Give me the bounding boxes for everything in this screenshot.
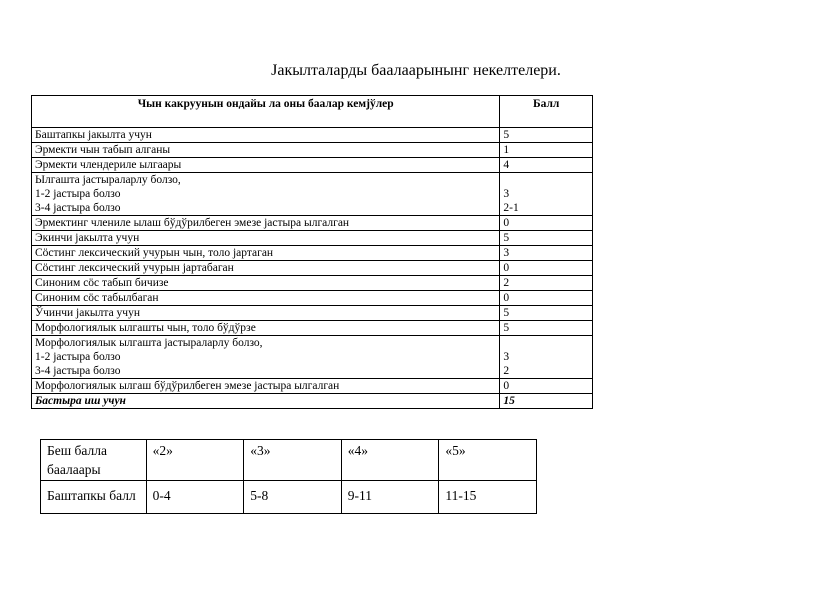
criteria-row — [32, 306, 593, 321]
total-label: Бастыра иш учун — [32, 394, 500, 409]
score-cell — [500, 143, 593, 158]
criteria-row — [32, 336, 593, 379]
criterion-header: Чын какруунын ондайы ла оны баалар кемјўлер — [32, 96, 500, 128]
score-value: 0 — [503, 217, 510, 229]
score-value: 0 — [503, 262, 510, 274]
criterion-line: 1-2 јастыра болзо — [35, 188, 121, 200]
criteria-row — [32, 276, 593, 291]
score-value: 2 — [503, 365, 510, 377]
score-cell — [500, 173, 593, 216]
grades-table — [40, 439, 537, 514]
score-cell — [500, 379, 593, 394]
criterion-line: Сӧстинг лексический учурын чын, толо јартаган — [35, 247, 274, 259]
score-cell — [500, 336, 593, 379]
criterion-line: Эрмектинг члениле ылаш бўдўрилбеген эмезе јастыра ылгалган — [35, 217, 350, 229]
grade-5-header: «5» — [439, 440, 537, 481]
score-cell — [500, 128, 593, 143]
criterion-cell — [32, 128, 500, 143]
criterion-line: Эрмекти чын табып алганы — [35, 144, 171, 156]
grades-value-row — [41, 481, 537, 514]
criteria-row — [32, 231, 593, 246]
criteria-row — [32, 379, 593, 394]
grade-5-range: 11-15 — [439, 481, 537, 514]
criterion-line: 3-4 јастыра болзо — [35, 202, 121, 214]
criterion-cell — [32, 306, 500, 321]
criterion-cell — [32, 158, 500, 173]
criterion-line: 3-4 јастыра болзо — [35, 365, 121, 377]
criteria-row — [32, 143, 593, 158]
criterion-cell — [32, 336, 500, 379]
score-value: 4 — [503, 159, 510, 171]
criterion-line: Морфологиялык ылгашта јастыраларлу болзо, — [35, 337, 263, 349]
criterion-cell — [32, 216, 500, 231]
score-value: 0 — [503, 292, 510, 304]
score-value: 3 — [503, 188, 510, 200]
criterion-cell — [32, 276, 500, 291]
score-value: 1 — [503, 144, 510, 156]
criteria-row — [32, 216, 593, 231]
grade-4-range: 9-11 — [341, 481, 439, 514]
criteria-row — [32, 291, 593, 306]
criterion-line: Баштапкы јакылта учун — [35, 129, 152, 141]
criterion-line: Морфологиялык ылгашты чын, толо бўдўрзе — [35, 322, 256, 334]
criterion-line: 1-2 јастыра болзо — [35, 351, 121, 363]
score-value: 5 — [503, 232, 510, 244]
score-value: 3 — [503, 247, 510, 259]
criterion-cell — [32, 173, 500, 216]
total-score: 15 — [500, 394, 593, 409]
score-value: 2-1 — [503, 202, 519, 214]
score-value — [503, 336, 589, 350]
score-header: Балл — [500, 96, 593, 128]
grades-row-label: Баштапкы балл — [41, 481, 147, 514]
score-value — [503, 173, 589, 187]
criterion-line: Ўчинчи јакылта учун — [35, 307, 140, 319]
score-value: 2 — [503, 277, 510, 289]
score-cell — [500, 276, 593, 291]
score-value: 3 — [503, 351, 510, 363]
grade-3-header: «3» — [244, 440, 342, 481]
criterion-line: Сӧстинг лексический учурын јартабаган — [35, 262, 234, 274]
grades-header-row — [41, 440, 537, 481]
grade-3-range: 5-8 — [244, 481, 342, 514]
criterion-line: Синоним сӧс табып бичизе — [35, 277, 169, 289]
grade-4-header: «4» — [341, 440, 439, 481]
grade-2-range: 0-4 — [146, 481, 244, 514]
criteria-row — [32, 128, 593, 143]
score-value: 5 — [503, 322, 510, 334]
criterion-cell — [32, 246, 500, 261]
criteria-header-row — [32, 96, 593, 128]
score-value: 5 — [503, 129, 510, 141]
score-cell — [500, 246, 593, 261]
criteria-row — [32, 321, 593, 336]
criterion-cell — [32, 231, 500, 246]
grade-2-header: «2» — [146, 440, 244, 481]
criteria-row — [32, 246, 593, 261]
score-cell — [500, 231, 593, 246]
score-cell — [500, 216, 593, 231]
score-value: 5 — [503, 307, 510, 319]
criterion-line: Экинчи јакылта учун — [35, 232, 140, 244]
score-cell — [500, 291, 593, 306]
criteria-row — [32, 158, 593, 173]
criterion-cell — [32, 291, 500, 306]
criterion-line: Синоним сӧс табылбаган — [35, 292, 159, 304]
criterion-line: Эрмекти члендериле ылгаары — [35, 159, 182, 171]
score-cell — [500, 158, 593, 173]
criteria-row — [32, 173, 593, 216]
criterion-cell — [32, 143, 500, 158]
criterion-line: Морфологиялык ылгаш бўдўрилбеген эмезе јастыра ылгалган — [35, 380, 340, 392]
criterion-cell — [32, 379, 500, 394]
score-value: 0 — [503, 380, 510, 392]
criterion-cell — [32, 261, 500, 276]
page-title: Јакылталарды баалаарынынг некелтелери. — [271, 62, 561, 79]
criteria-body — [32, 128, 593, 409]
criterion-line: Ылгашта јастыраларлу болзо, — [35, 174, 181, 186]
total-row — [32, 394, 593, 409]
criterion-cell — [32, 321, 500, 336]
criteria-table — [31, 95, 593, 409]
criteria-row — [32, 261, 593, 276]
grades-header-label: Беш балла баалаары — [41, 440, 147, 481]
score-cell — [500, 321, 593, 336]
score-cell — [500, 261, 593, 276]
score-cell — [500, 306, 593, 321]
